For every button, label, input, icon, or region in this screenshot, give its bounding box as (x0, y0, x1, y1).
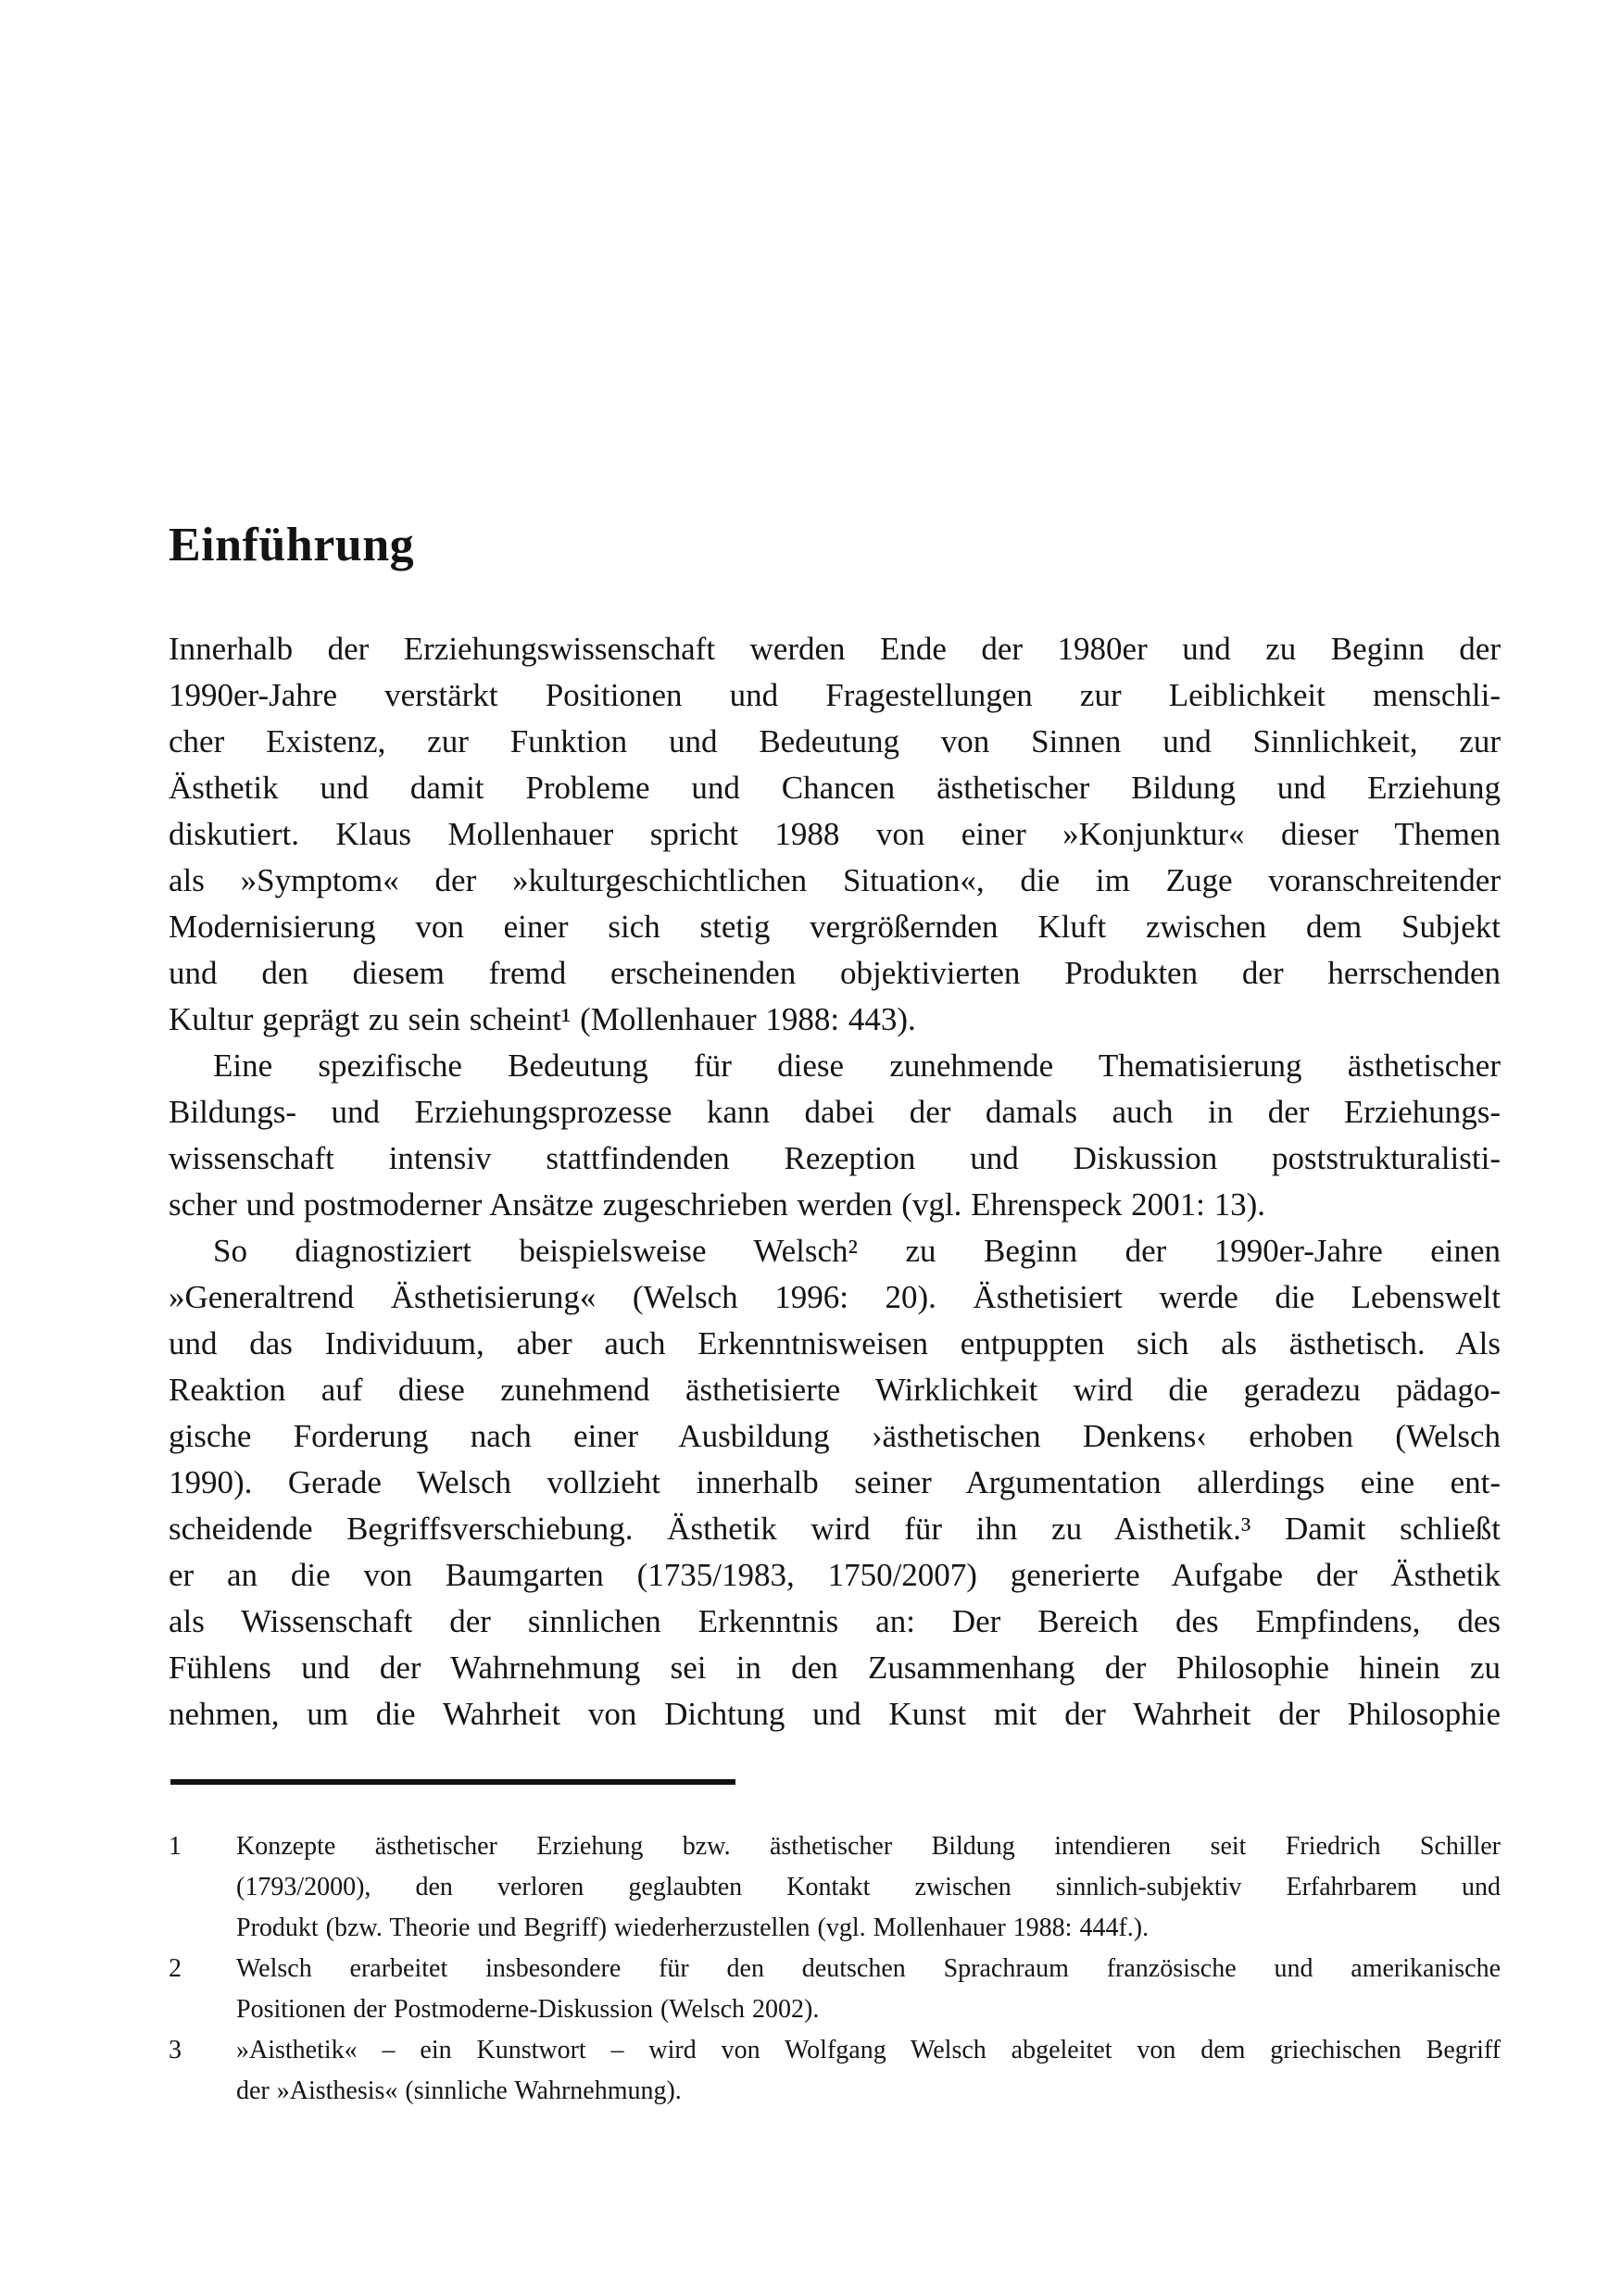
footnote-line: der »Aisthesis« (sinnliche Wahrnehmung). (236, 2076, 682, 2105)
text-line: cher Existenz, zur Funktion und Bedeutung von Sinnen und Sinnlichkeit, zur (169, 723, 1501, 759)
text-line: Fühlens und der Wahrnehmung sei in den Zusammenhang der Philosophie hinein zu (169, 1650, 1501, 1686)
text-line: als Wissenschaft der sinnlichen Erkenntnis an: Der Bereich des Empfindens, des (169, 1603, 1501, 1639)
text-line: diskutiert. Klaus Mollenhauer spricht 1988 von einer »Konjunktur« dieser Themen (169, 816, 1501, 852)
text-line: er an die von Baumgarten (1735/1983, 1750/2007) generierte Aufgabe der Ästhetik (169, 1557, 1501, 1593)
text-line: scher und postmoderner Ansätze zugeschrieben werden (vgl. Ehrenspeck 2001: 13). (169, 1186, 1266, 1223)
footnote-line: Positionen der Postmoderne-Diskussion (Welsch 2002). (236, 1995, 820, 2024)
footnote-number: 1 (169, 1832, 182, 1861)
body-text (169, 626, 1501, 1738)
page-title: Einführung (169, 519, 415, 571)
paragraph (169, 626, 1501, 1043)
paragraph (169, 1043, 1501, 1228)
text-line: Bildungs- und Erziehungsprozesse kann dabei der damals auch in der Erziehungs- (169, 1094, 1501, 1130)
text-line: Kultur geprägt zu sein scheint¹ (Mollenhauer 1988: 443). (169, 1001, 916, 1037)
footnote-text (236, 1949, 1501, 2030)
footnote (169, 1949, 1501, 2030)
text-line: scheidende Begriffsverschiebung. Ästhetik wird für ihn zu Aisthetik.³ Damit schließt (169, 1511, 1501, 1547)
text-line: 1990er-Jahre verstärkt Positionen und Fragestellungen zur Leiblichkeit menschli- (169, 677, 1501, 713)
text-line: Ästhetik und damit Probleme und Chancen ästhetischer Bildung und Erziehung (169, 770, 1501, 806)
paragraph (169, 1228, 1501, 1738)
text-line: Eine spezifische Bedeutung für diese zunehmende Thematisierung ästhetischer (213, 1048, 1501, 1084)
footnotes (169, 1826, 1501, 2112)
text-line: als »Symptom« der »kulturgeschichtlichen Situation«, die im Zuge voranschreitender (169, 862, 1501, 898)
text-line: Innerhalb der Erziehungswissenschaft werden Ende der 1980er und zu Beginn der (169, 631, 1501, 667)
footnote (169, 2030, 1501, 2112)
footnote-line: Konzepte ästhetischer Erziehung bzw. ästhetischer Bildung intendieren seit Friedrich Schiller (236, 1832, 1501, 1861)
text-line: wissenschaft intensiv stattfindenden Rezeption und Diskussion poststrukturalisti- (169, 1140, 1501, 1176)
text-line: »Generaltrend Ästhetisierung« (Welsch 1996: 20). Ästhetisiert werde die Lebenswelt (169, 1279, 1501, 1315)
footnote-number: 2 (169, 1954, 182, 1983)
text-line: Modernisierung von einer sich stetig vergrößernden Kluft zwischen dem Subjekt (169, 909, 1501, 945)
text-line: Reaktion auf diese zunehmend ästhetisierte Wirklichkeit wird die geradezu pädago- (169, 1372, 1501, 1408)
footnote-text (236, 1826, 1501, 1949)
footnote (169, 1826, 1501, 1949)
text-line: 1990). Gerade Welsch vollzieht innerhalb seiner Argumentation allerdings eine ent- (169, 1464, 1501, 1500)
text-line: nehmen, um die Wahrheit von Dichtung und Kunst mit der Wahrheit der Philosophie (169, 1696, 1501, 1732)
text-line: So diagnostiziert beispielsweise Welsch² zu Beginn der 1990er-Jahre einen (213, 1233, 1501, 1269)
text-line: und das Individuum, aber auch Erkenntnisweisen entpuppten sich als ästhetisch. Als (169, 1325, 1501, 1361)
footnote-line: Produkt (bzw. Theorie und Begriff) wiederherzustellen (vgl. Mollenhauer 1988: 444f.). (236, 1913, 1150, 1942)
footnote-line: Welsch erarbeitet insbesondere für den deutschen Sprachraum französische und amerikanische (236, 1954, 1501, 1983)
footnote-line: »Aisthetik« – ein Kunstwort – wird von Wolfgang Welsch abgeleitet von dem griechischen Begriff (236, 2036, 1501, 2064)
footnote-line: (1793/2000), den verloren geglaubten Kontakt zwischen sinnlich-subjektiv Erfahrbarem und (236, 1873, 1501, 1901)
footnote-number: 3 (169, 2036, 182, 2064)
footnote-text (236, 2030, 1501, 2112)
text-line: gische Forderung nach einer Ausbildung ›ästhetischen Denkens‹ erhoben (Welsch (169, 1418, 1501, 1454)
text-line: und den diesem fremd erscheinenden objektivierten Produkten der herrschenden (169, 955, 1501, 991)
footnote-separator (170, 1779, 735, 1785)
